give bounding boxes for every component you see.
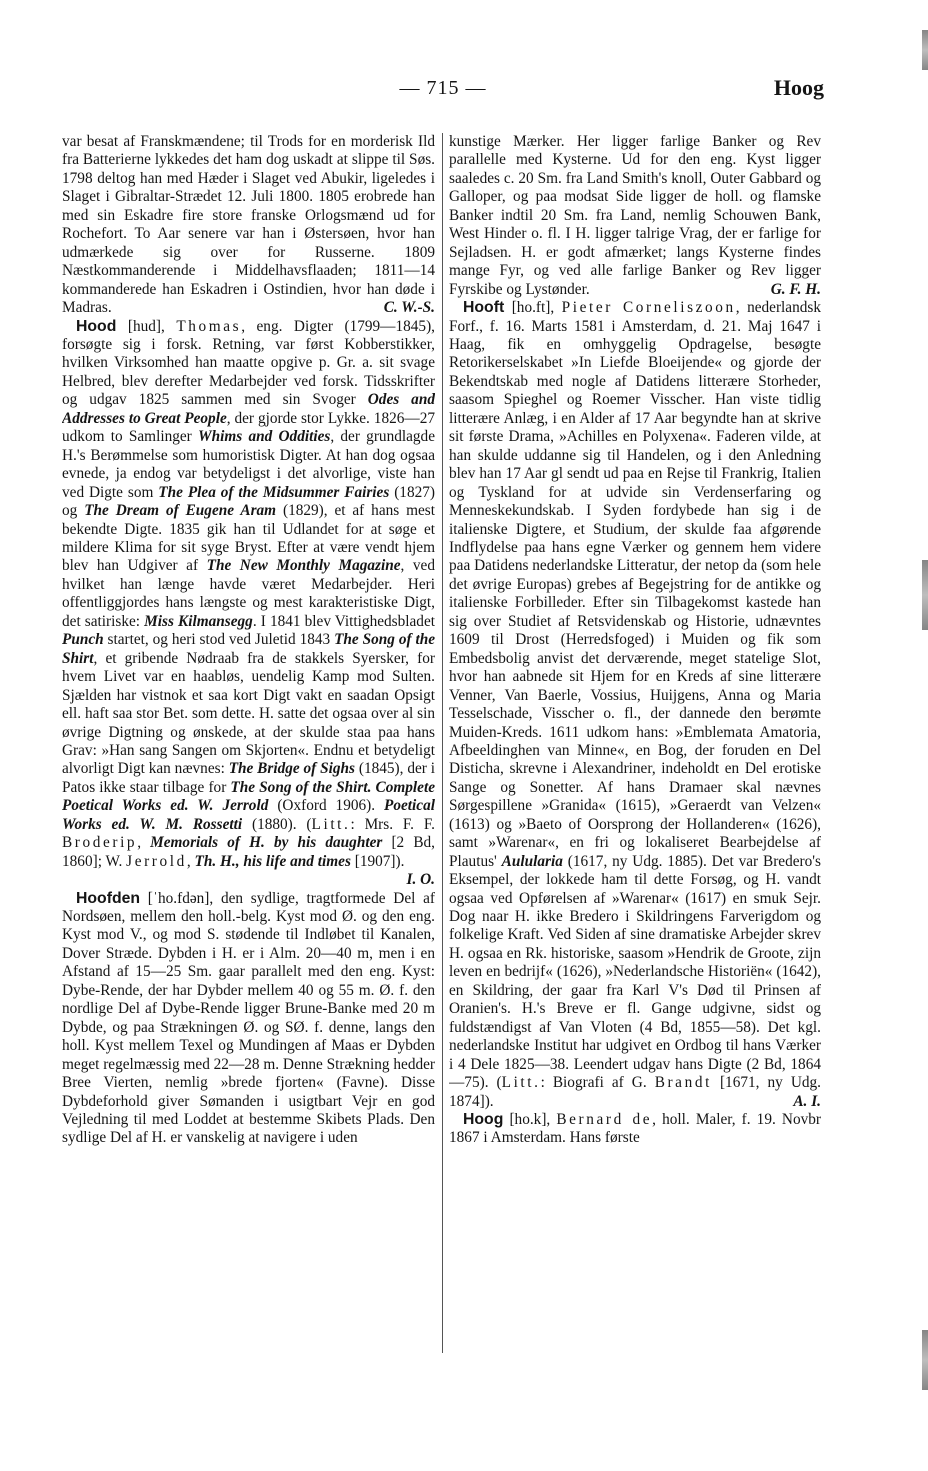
work-title: The Dream of Eugene Aram [84, 502, 277, 520]
work-title: The Bridge of Sighs [228, 760, 356, 778]
entry-text: [ˈho.fdən], den sydlige, tragtformede Del af Nordsøen, mellem den holl.-belg. Kyst mod Ø. og den eng. Kyst mod V., og mod S. stødende til Indløbet til Kanalen, Dover Stræde. Dybden i H. er i Alm. 20—40 m, men i en Afstand af 15—25 Sm. gaar parallelt med den eng. Kyst: Dybe-Rende, der har Dybder mellem 40 og 55 m. Ø. f. den nordlige Del af Dybe-Rende ligger Brune-Banke med 20 m Dybde, og paa Strækningen Ø. og SØ. f. denne, langs den holl. Kyst mellem Texel og Mundingen af Maas er Dybden meget regelmæssig med 22—28 m. Denne Strækning hedder Bree Vierten, nemlig »brede fjorten« (Favne). Disse Dybdeforhold giver Sømanden i usigtbart Vejr en god Vejledning til med Loddet at bestemme Skibets Plads. Den sydlige Del af H. er vanskelig at navigere i uden [62, 889, 435, 1147]
column-rule [442, 133, 443, 1353]
paragraph-continued [62, 133, 435, 318]
scan-edge-mark [922, 1330, 928, 1390]
litt-label: Litt. [311, 815, 351, 833]
scan-edge-mark [922, 30, 928, 70]
work-title: The Plea of the Midsummer Fairies [158, 483, 390, 501]
entry-hood: Hood [hud], Thomas, eng. Digter (1799—1845), forsøgte sig i forsk. Retning, var først Kobberstikker, hvilken Virksomhed han maatte opgive p. Gr. a. sit svage Helbred, blev derefter Medarbejder ved forsk. Tidsskrifter og udgav 1825 sammen med sin Svoger Odes and Addresses to Great People, der gjorde stor Lykke. 1826—27 udkom to Samlinger Whims and Oddities, der grundlagde H.'s Berømmelse som humoristisk Digter. At han dog ogsaa evnede, ja endog var betydeligst i det alvorlige, viste han ved Digte som The Plea of the Midsummer Fairies (1827) og The Dream of Eugene Aram (1829), et af hans mest bekendte Digte. 1835 gik han til Udlandet for at søge et mildere Klima for sit syge Bryst. Efter at være vendt hjem blev han Udgiver af The New Monthly Magazine, ved hvilket han længe havde været Medarbejder. Heri offentliggjordes hans længste og mest karakteristiske Digt, det satiriske: Miss Kilmansegg. I 1841 blev Vittighedsbladet Punch startet, og heri stod ved Juletid 1843 The Song of the Shirt, et gribende Nødraab fra de stakkels Syersker, for hvem Livet var en haabløs, uendelig Kamp mod Sulten. Sjælden har vistnok et saa kort Digt vakt en saadan Opsigt ell. haft saa stor Bet. som dette. H. satte det ogsaa over al sin øvrige Digtning og ønskede, at der skulde staa paa hans Grav: »Han sang Sangen om Skjorten«. Endnu et betydeligt alvorligt Digt kan nævnes: The Bridge of Sighs (1845), der i Patos ikke staar tilbage for The Song of the Shirt. Complete Poetical Works ed. W. Jerrold (Oxford 1906). Poetical Works ed. W. M. Rossetti (1880). (Litt.: Mrs. F. F. Broderip, Memorials of H. by his daughter [2 Bd, 1860]; W. Jerrold, Th. H., his life and times [1907]). I. O. [62, 317, 435, 889]
entry-headword: Hood [76, 317, 117, 335]
page-number: — 715 — [399, 77, 487, 99]
author-signature: G. F. H. [770, 280, 821, 298]
running-head: Hoog [773, 75, 824, 100]
left-column [62, 133, 435, 1358]
work-title: Whims and Oddities [198, 428, 331, 446]
author-signature: I. O. [406, 871, 435, 889]
page-header [62, 73, 824, 107]
right-column [449, 133, 821, 1358]
entry-name: Pieter Corneliszoon [561, 299, 736, 317]
work-title: Th. H., his life and times [194, 852, 351, 870]
entry-headword: Hooft [463, 299, 505, 317]
paragraph-text: var besat af Franskmændene; til Trods for en morderisk Ild fra Batterierne lykkedes det ham dog uskadt at slippe til Søs. 1798 deltog han med Hæder i Slaget ved Abukir, ligeledes i Slaget i Gibraltar-Strædet 12. Juli 1800. 1805 erobrede han med sin Eskadre fire store franske Orlogsmænd ud for Rochefort. To Aar senere var han i Østersøen, hvor han udmærkede sig over for Russerne. 1809 Næstkommanderende i Middelhavsflaaden; 1811—14 kommanderede han Eskadren i Ostindien, hvor han døde i Madras. [62, 133, 435, 317]
work-title: The New Monthly Magazine [206, 557, 401, 575]
entry-name: Thomas [176, 317, 242, 335]
work-title: Odes and Addresses to Great People [62, 391, 435, 427]
paragraph-text: kunstige Mærker. Her ligger farlige Banker og Rev parallelle med Kysterne. Ud for den eng. Kyst ligger saaledes c. 20 Sm. fra Land Smith's knoll, Outer Gabbard og Galloper, og paa modsat Side ligger de holl. og flamske Banker indtil 20 Sm. fra Land, nemlig Schouwen Bank, West Hinder o. fl. I H. ligger talrige Vrag, der er farlige for Sejladsen. H. er godt afmærket; langs Kysterne findes mange Fyr, og ved alle farlige Banker og Rev ligger Fyrskibe og Lystønder. [449, 133, 821, 298]
author-signature: C. W.-S. [383, 299, 435, 317]
paragraph-continued [449, 133, 821, 299]
litt-label: Litt. [501, 1074, 541, 1092]
entry-hooft: Hooft [ho.ft], Pieter Corneliszoon, nederlandsk Forf., f. 16. Marts 1581 i Amsterdam, d. 21. Maj 1647 i Haag, fik en omhyggelig Opdragelse, besøgte Retorikerselskabet »In Liefde Bloeijende« og gjorde der Bekendtskab med nogle af Datidens litterære Storheder, saasom Spieghel og Roemer Visscher. Han viste tidlig litterære Anlæg, i en Alder af 17 Aar begyndte han at skrive sit første Drama, »Achilles en Polyxena«. Faderen vilde, at han skulde uddanne sig til Handelen, og i den Anledning blev han 17 Aar gl sendt ud paa en Rejse til Frankrig, Italien og Tyskland for at udvide sin Verdenserfaring og Menneskekundskab. I Syden fordybede han sig i de italienske Digtere, et Studium, der skulde faa afgørende Indflydelse paa hans egne Værker og gennem hem videre paa Datidens nederlandske Litteratur, der netop da (som hele det øvrige Europas) grebes af Begejstring for de antikke og italienske Forbilleder. Efter sin Tilbagekomst kastede han sig over Studiet af Retsvidenskab og Historie, udnævntes 1609 til Drost (Herredsfoged) i Muiden og fik som Embedsbolig anvist det derværende, meget statelige Slot, hvor han aabnede sit Hjem for en Kreds af sine litterære Venner, Van Baerle, Vossius, Huijgens, Anna og Maria Tesselschade, Visscher o. fl., der dannede den berømte Muiden-Kreds. 1611 udkom hans: »Emblemata Amatoria, Afbeeldinghen van Minne«, en Bog, der foruden en Del Disticha, skrevne i Alexandriner, indeholdt en Del erotiske Sange og Sonetter. Af hans Dramaer skal nævnes Sørgespillene »Granida« (1615), »Geraerdt van Velzen« (1613) og »Baeto of Oorsprong der Hollanderen« (1626), samt »Warenar«, en fri og lokaliseret Bearbejdelse af Plautus' Aulularia (1617, ny Udg. 1885). Det var Bredero's Eksempel, der lokkede ham til dette Forsøg, og H. vandt ogsaa ved Opførelsen af »Warenar« (1617) en smuk Sejr. Dog naar H. ikke Bredero i Skildringens Farverigdom og folkelige Kraft. Ved Siden af sine dramatiske Arbejder skrev H. ogsaa en Rk. historiske, saasom »Hendrik de Groote, zijn leven en bedrijf« (1626), »Nederlandsche Historiën« (1642), en Skildring, der gaar fra Karl V's Død til Prinsen af Oranien's. H.'s Breve er fl. Gange udgivne, sidst og fuldstændigst af Van Vloten (4 Bd, 1855—58). Det kgl. nederlandske Institut har udgivet en Ordbog til hans Værker i 4 Dele 1825—38. Leendert udgav hans Digte (2 Bd, 1864—75). (Litt.: Biografi af G. Brandt [1671, ny Udg. 1874]). A. I. [449, 299, 821, 1110]
entry-name: Bernard de [556, 1111, 653, 1129]
entry-hoog: Hoog [ho.k], Bernard de, holl. Maler, f. 19. Novbr 1867 i Amsterdam. Hans første [449, 1111, 821, 1147]
work-title: Aulularia [501, 852, 563, 870]
entry-hoofden [62, 890, 435, 1148]
work-title: The Song of the Shirt [62, 631, 435, 667]
entry-headword: Hoofden [76, 889, 141, 907]
work-title: Memorials of H. by his daughter [150, 834, 383, 852]
work-title: Punch [62, 631, 104, 649]
entry-headword: Hoog [463, 1111, 504, 1129]
author-signature: A. I. [793, 1092, 821, 1110]
work-title: Miss Kilmansegg [144, 612, 253, 630]
work-title: The Song of the Shirt. Complete Poetical Works ed. W. Jerrold [62, 778, 435, 815]
work-title: Poetical Works ed. W. M. Rossetti [62, 797, 435, 833]
scan-edge-mark [922, 560, 928, 630]
